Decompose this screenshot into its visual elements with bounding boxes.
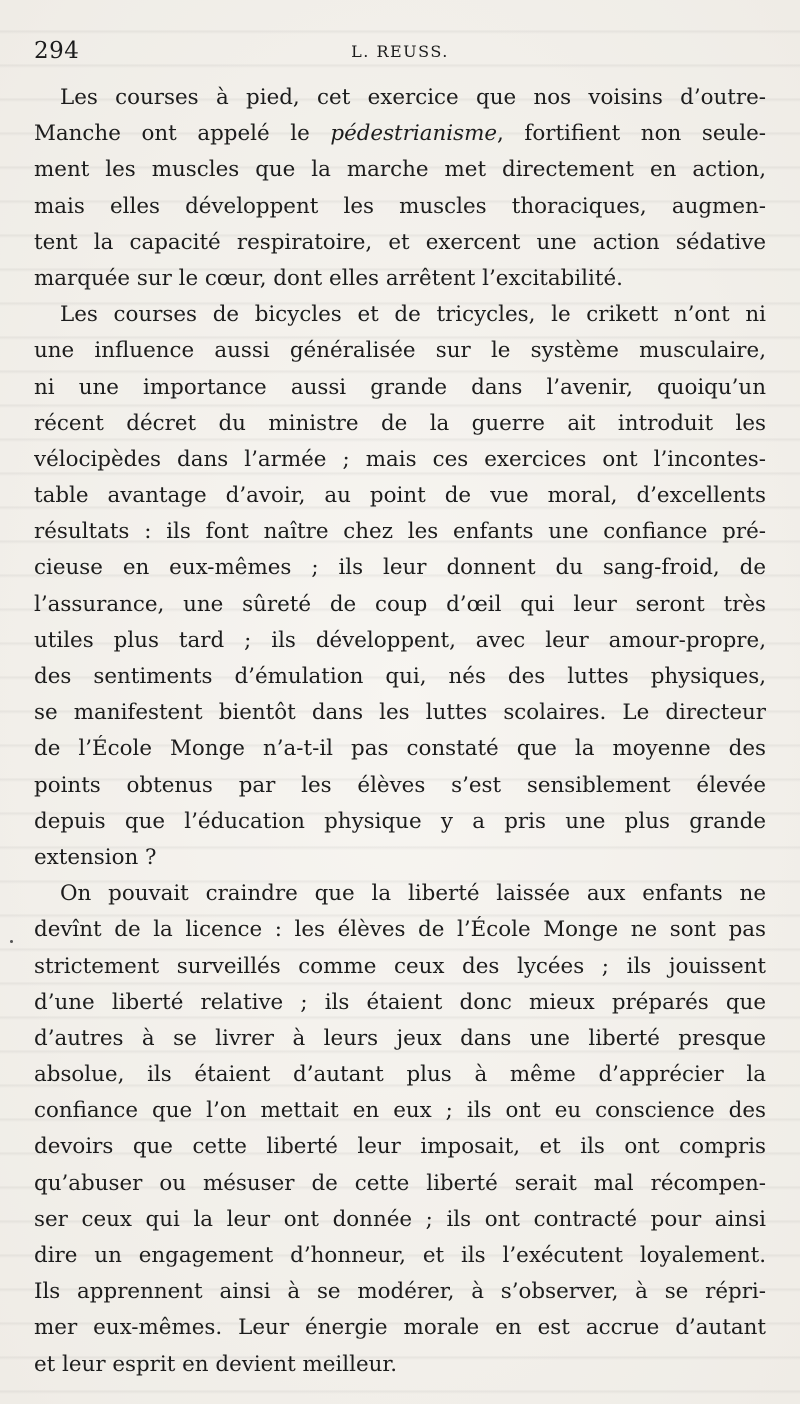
text-line: récent décret du ministre de la guerre ait introduit les [34,410,766,436]
text-line: devînt de la licence : les élèves de l’École Monge ne sont pas [34,917,766,943]
text-line: ser ceux qui la leur ont donnée ; ils ont contracté pour ainsi [34,1206,766,1232]
text-line: se manifestent bientôt dans les luttes scolaires. Le directeur [34,700,766,726]
text-line: mer eux-mêmes. Leur énergie morale en est accrue d’autant [34,1315,766,1341]
text-line: une influence aussi généralisée sur le système musculaire, [34,338,766,364]
paragraph-pedestrianism [34,80,766,297]
text-line: extension ? [34,844,157,870]
body-text [34,80,766,1383]
text-line: l’assurance, une sûreté de coup d’œil qui leur seront très [34,591,766,617]
text-line: Ils apprennent ainsi à se modérer, à s’observer, à se répri- [34,1279,766,1305]
text-line: résultats : ils font naître chez les enfants une confiance pré- [34,519,766,545]
text-line: Les courses à pied, cet exercice que nos voisins d’outre- [60,85,766,110]
text-line: confiance que l’on mettait en eux ; ils ont eu conscience des [34,1098,766,1124]
text-line: points obtenus par les élèves s’est sensiblement élevée [34,772,766,798]
text-line: strictement surveillés comme ceux des lycées ; ils jouissent [34,953,766,979]
text-line: depuis que l’éducation physique y a pris une plus grande [34,808,766,834]
text-line: dire un engagement d’honneur, et ils l’exécutent loyalement. [34,1243,766,1268]
line-text: Manche ont appelé le [34,121,331,147]
text-line: utiles plus tard ; ils développent, avec leur amour-propre, [34,627,766,653]
running-head: L. REUSS. [351,42,449,61]
text-line: qu’abuser ou mésuser de cette liberté serait mal récompen- [34,1170,766,1196]
paper-speck [10,940,13,943]
text-line: marquée sur le cœur, dont elles arrêtent l’excitabilité. [34,265,623,291]
page-header [34,38,766,68]
text-line: table avantage d’avoir, au point de vue moral, d’excellents [34,483,766,509]
paragraph-liberty [34,876,766,1383]
text-line: des sentiments d’émulation qui, nés des luttes physiques, [34,664,766,689]
text-line: devoirs que cette liberté leur imposait, et ils ont compris [34,1134,766,1160]
text-line: tent la capacité respiratoire, et exercent une action sédative [34,229,766,255]
text-line: ment les muscles que la marche met directement en action, [34,157,766,183]
text-line: ni une importance aussi grande dans l’avenir, quoiqu’un [34,374,766,400]
text-line: cieuse en eux-mêmes ; ils leur donnent du sang-froid, de [34,555,766,581]
text-line: et leur esprit en devient meilleur. [34,1351,398,1377]
text-line: d’autres à se livrer à leurs jeux dans une liberté presque [34,1025,766,1051]
paragraph-bicycles [34,297,766,876]
text-line [34,116,766,152]
text-line: de l’École Monge n’a-t-il pas constaté que la moyenne des [34,736,766,762]
text-line: vélocipèdes dans l’armée ; mais ces exercices ont l’incontes- [34,446,766,472]
text-line: On pouvait craindre que la liberté laissée aux enfants ne [60,881,766,907]
page-number: 294 [34,38,80,64]
text-line: d’une liberté relative ; ils étaient donc mieux préparés que [34,989,766,1015]
text-line: Les courses de bicycles et de tricycles, le crikett n’ont ni [60,302,766,328]
text-line: mais elles développent les muscles thoraciques, augmen- [34,193,766,219]
line-text: , fortifient non seule- [497,121,766,147]
text-line: absolue, ils étaient d’autant plus à même d’apprécier la [34,1062,766,1088]
emphasis-text: pédestrianisme [330,121,498,147]
